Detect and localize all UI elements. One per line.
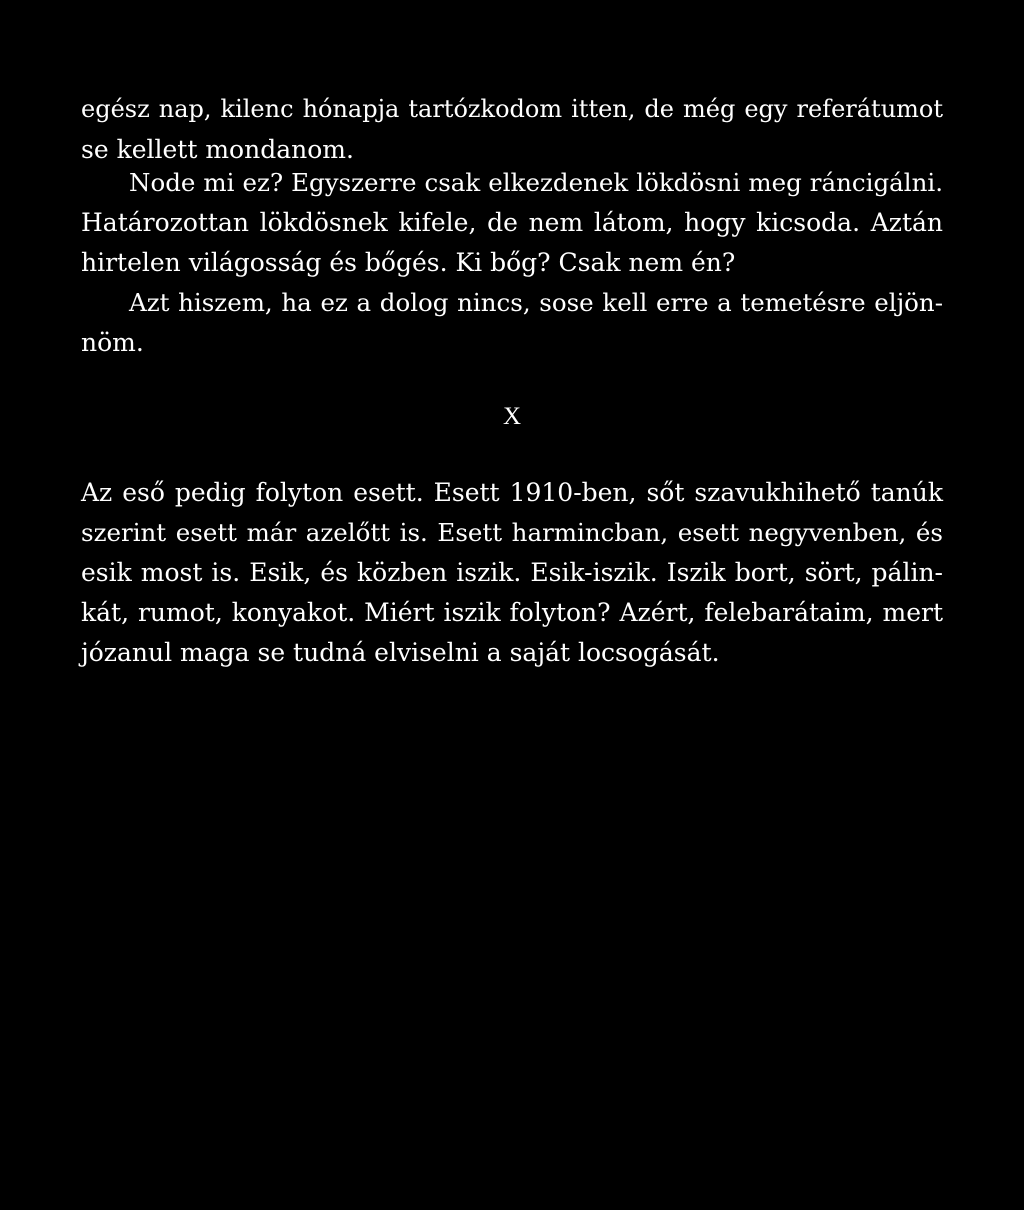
- text-line: esik most is. Esik, és közben iszik. Esik-iszik. Iszik bort, sört, pálin-: [81, 558, 943, 587]
- text-line: Határozottan lökdösnek kifele, de nem látom, hogy kicsoda. Aztán: [81, 208, 943, 237]
- text-line: egész nap, kilenc hónapja tartózkodom itten, de még egy referátumot: [81, 95, 943, 123]
- text-line: Azt hiszem, ha ez a dolog nincs, sose kell erre a temetésre eljön-: [129, 288, 943, 317]
- text-line: szerint esett már azelőtt is. Esett harmincban, esett negyvenben, és: [81, 518, 943, 547]
- text-line: józanul maga se tudná elviselni a saját locsogását.: [81, 638, 720, 667]
- chapter-heading: X: [502, 403, 522, 430]
- text-line: Az eső pedig folyton esett. Esett 1910-ben, sőt szavukhihető tanúk: [81, 478, 943, 507]
- text-line: nöm.: [81, 328, 144, 357]
- text-line: se kellett mondanom.: [81, 135, 354, 164]
- text-line: hirtelen világosság és bőgés. Ki bőg? Csak nem én?: [81, 248, 736, 277]
- text-line: kát, rumot, konyakot. Miért iszik folyton? Azért, felebarátaim, mert: [81, 598, 943, 627]
- text-line: Node mi ez? Egyszerre csak elkezdenek lökdösni meg ráncigálni.: [129, 168, 943, 197]
